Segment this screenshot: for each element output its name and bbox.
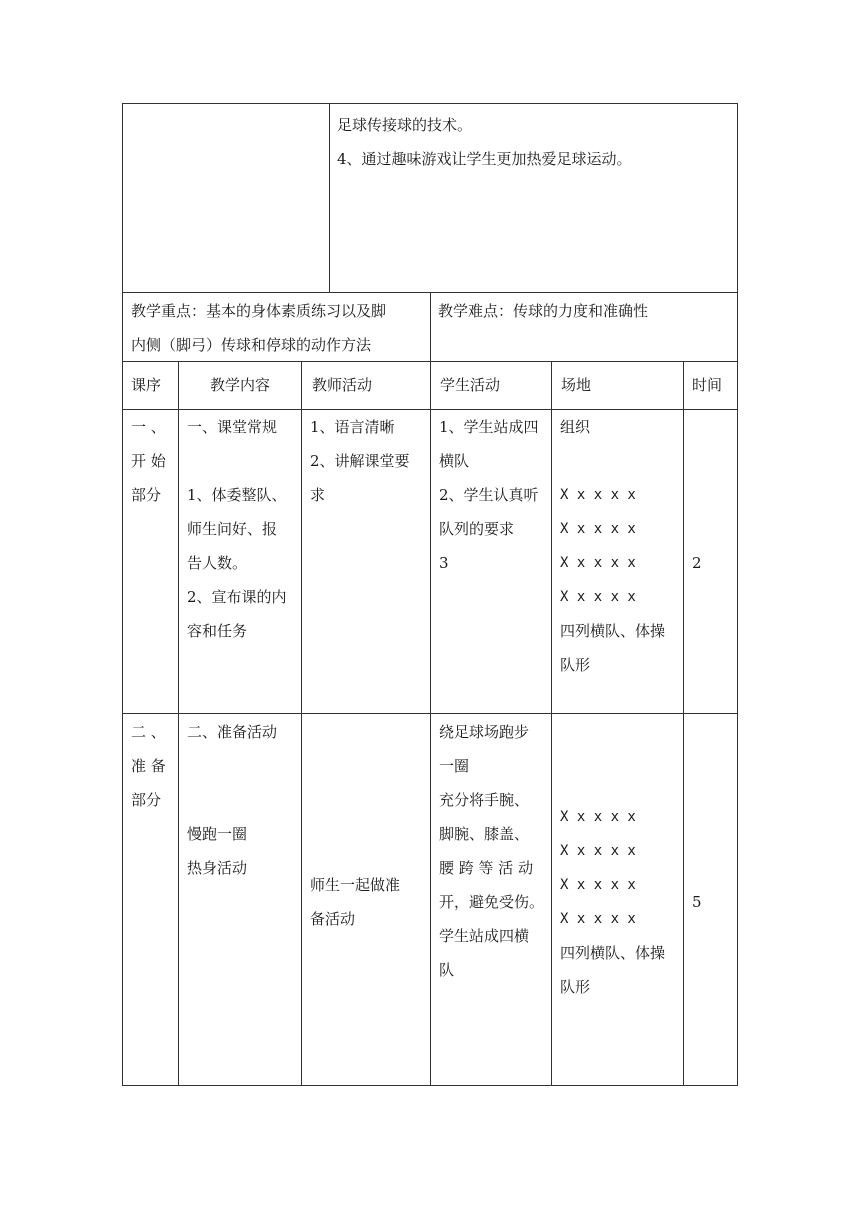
row2-teacher: 备活动: [310, 910, 356, 928]
header-venue: 场地: [561, 376, 592, 394]
row1-teacher: 1、语言清晰: [310, 418, 395, 436]
formation-row: X x x x x: [560, 911, 636, 927]
row2-time: 5: [692, 893, 702, 911]
row1-venue: 四列横队、体操: [560, 622, 666, 640]
row2-teacher: 师生一起做准: [310, 876, 401, 894]
formation-row: X x x x x: [560, 487, 636, 503]
row1-student: 队列的要求: [439, 520, 515, 538]
col-divider: [178, 361, 179, 1086]
row1-content: 2、宣布课的内: [187, 588, 287, 606]
row2-student: 开，避免受伤。: [439, 893, 545, 911]
row1-seq: 开 始: [131, 452, 166, 470]
header-content: 教学内容: [210, 376, 271, 394]
header-sequence: 课序: [131, 376, 162, 394]
row2-seq: 二 、: [131, 723, 166, 741]
row1-teacher: 求: [310, 486, 326, 504]
row2-student: 绕足球场跑步: [439, 723, 530, 741]
objective-text: 4、通过趣味游戏让学生更加热爱足球运动。: [337, 150, 632, 168]
header-time: 时间: [692, 376, 723, 394]
col-divider: [301, 361, 302, 1086]
row1-student: 3: [439, 554, 449, 572]
row1-student: 2、学生认真听: [439, 486, 539, 504]
row2-content: 慢跑一圈: [187, 825, 248, 843]
row1-content: 告人数。: [187, 554, 248, 572]
formation-row: X x x x x: [560, 809, 636, 825]
formation-row: X x x x x: [560, 843, 636, 859]
row2-seq: 部分: [131, 791, 162, 809]
objective-text: 足球传接球的技术。: [337, 116, 473, 134]
row1-content: 一、课堂常规: [187, 418, 278, 436]
col-divider: [430, 292, 431, 361]
teaching-focus: 内侧（脚弓）传球和停球的动作方法: [131, 336, 372, 354]
row2-venue: 队形: [560, 978, 591, 996]
row2-venue: 四列横队、体操: [560, 944, 666, 962]
formation-row: X x x x x: [560, 521, 636, 537]
row2-student: 腰 跨 等 活 动: [439, 859, 534, 877]
formation-row: X x x x x: [560, 877, 636, 893]
row1-student: 横队: [439, 452, 470, 470]
row1-seq: 部分: [131, 486, 162, 504]
col-divider: [430, 361, 431, 1086]
formation-row: X x x x x: [560, 589, 636, 605]
col-divider: [683, 361, 684, 1086]
row1-seq: 一 、: [131, 418, 166, 436]
row2-seq: 准 备: [131, 757, 166, 775]
row1-content: 1、体委整队、: [187, 486, 287, 504]
row1-teacher: 2、讲解课堂要: [310, 452, 410, 470]
header-student: 学生活动: [440, 376, 501, 394]
row2-content-title: 二、准备活动: [187, 723, 278, 741]
row2-student: 一圈: [439, 757, 470, 775]
teaching-focus: 教学重点：基本的身体素质练习以及脚: [131, 302, 387, 320]
row1-content: 师生问好、报: [187, 520, 278, 538]
formation-row: X x x x x: [560, 555, 636, 571]
teaching-difficulty: 教学难点：传球的力度和准确性: [438, 302, 649, 320]
row1-venue: 队形: [560, 656, 591, 674]
row2-student: 队: [439, 961, 455, 979]
row1-time: 2: [692, 554, 702, 572]
row1-content: 容和任务: [187, 622, 248, 640]
col-divider: [551, 361, 552, 1086]
row2-content: 热身活动: [187, 859, 248, 877]
header-teacher: 教师活动: [312, 376, 373, 394]
row2-student: 脚腕、膝盖、: [439, 825, 530, 843]
row1-venue: 组织: [560, 418, 591, 436]
col-divider: [329, 103, 330, 292]
row2-student: 学生站成四横: [439, 927, 530, 945]
row2-student: 充分将手腕、: [439, 791, 530, 809]
row1-student: 1、学生站成四: [439, 418, 539, 436]
